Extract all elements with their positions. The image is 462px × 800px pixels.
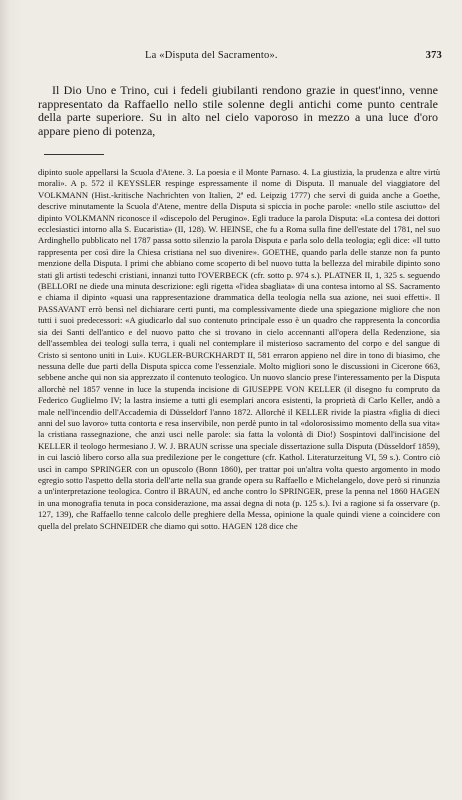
main-paragraph: Il Dio Uno e Trino, cui i fedeli giubilanti rendono grazie in quest'inno, venne rappresentato da Raffaello nello stile solenne degli antichi come punto centrale della parte superiore. Su in alto nel cielo vaporoso in mezzo a una luce d'oro appare pieno di potenza,	[38, 83, 438, 138]
footnotes	[38, 167, 440, 532]
footnote-text: dipinto suole appellarsi la Scuola d'Atene. 3. La poesia e il Monte Parnaso. 4. La giustizia, la prudenza e altre virtù morali». A p. 572 il KEYSSLER respinge espressamente il nome di Disputa. Il manuale del viaggiatore del VOLKMANN (Hist.-kritische Nachrichten von Italien, 2ª ed. Leipzig 1777) che servì di guida anche a Goethe, descrive minutamente la Scuola d'Atene, mentre della Disputa si spiccia in poche parole: «nello stile asciutto» del dipinto VOLKMANN riconosce il «discepolo del Perugino». Egli traduce la parola Disputa: «La contesa dei dottori ecclesiastici intorno alla S. Eucaristia» (II, 128). W. HEINSE, che fu a Roma sulla fine dell'estate del 1781, nel suo Ardinghello pubblicato nel 1787 passa sotto silenzio la parola Disputa e parla solo della teologia; egli dice: «Il tutto rappresenta per così dire la Chiesa cristiana nel suo divenire». GOETHE, quando parla delle stanze non fa punto menzione della Disputa. I primi che abbiano come scoperto di bel nuovo tutta la bellezza del mirabile dipinto sono stati gli artisti tedeschi cristiani, innanzi tutto l'OVERBECK (cfr. sotto p. 974 s.). PLATNER II, 1, 325 s. seguendo (BELLORI ne diede una minuta descrizione: egli rigetta «l'idea sbagliata» di una contesa intorno al SS. Sacramento e chiama il dipinto «quasi una rappresentazione drammatica della teologia nella sua azione, nei suoi effetti». Il PASSAVANT errò bensì nel dichiarare certi punti, ma complessivamente diede una spiegazione migliore che non tutti i suoi predecessori: «A giudicarlo dal suo contenuto principale esso è un quadro che rappresenta la concordia sia dei Santi dell'antico e del nuovo patto che si trovano in cielo accennanti all'opera della Redenzione, sia dell'assemblea dei teologi sulla terra, i quali nel contemplare il misterioso sacramento del corpo e del sangue di Cristo si sentono uniti in Lui». KUGLER-BURCKHARDT II, 581 erraron appieno nel dire in tono di biasimo, che nessuna delle due parti della Disputa spicca come l'essenziale. Molto migliori sono le discussioni in Cicerone 663, sebbene anche qui non sia apprezzato il contenuto teologico. Un nuovo slancio prese l'interessamento per la Disputa allorchè nel 1857 venne in luce la stupenda incisione di GIUSEPPE VON KELLER (il disegno fu compruto da Federico Guglielmo IV; la lastra insieme a tutti gli esemplari ancora esistenti, la proprietà di Carlo Keller, andò a male nell'incendio dell'Accademia di Düsseldorf l'anno 1872. Allorchè il KELLER rivide la piastra «figlia di dieci anni del suo lavoro» tutta contorta e resa inservibile, non perdè punto in tal «dolorosissimo momento della sua vita» la cristiana rassegnazione, che anzi usci nelle parole: sia fatta la volontà di Dio!) Sospintovi dall'incisione del KELLER il teologo hermesiano J. W. J. BRAUN scrisse una speciale dissertazione sulla Disputa (Düsseldorf 1859), in cui lasciò libero corso alla sua predilezione per le congetture (cfr. Kathol. Literaturzeitung VI, 59 s.). Contro ciò uscì in campo SPRINGER con un opuscolo (Bonn 1860), per trattar poi un'altra volta questo argomento in modo egregio sotto l'aspetto della storia dell'arte nella sua grande opera su Raffaello e Michelangelo, dove però si rinunzia a un'interpretazione teologica. Contro il BRAUN, ed anche contro lo SPRINGER, prese la penna nel 1860 HAGEN in una monografia tenuta in poca considerazione, ma assai degna di nota (p. 125 s.). Ivi a ragione si fa osservare (p. 127, 139), che Raffaello tenne calcolo delle preghiere della Messa, opinione la quale quindi viene a coincidere con quella del prelato SCHNEIDER che diamo qui sotto. HAGEN 128 dice che	[38, 167, 440, 531]
running-title: La «Disputa del Sacramento».	[145, 50, 278, 61]
page-number: 373	[425, 50, 442, 61]
running-header	[60, 50, 442, 64]
footnote-separator	[44, 154, 104, 155]
